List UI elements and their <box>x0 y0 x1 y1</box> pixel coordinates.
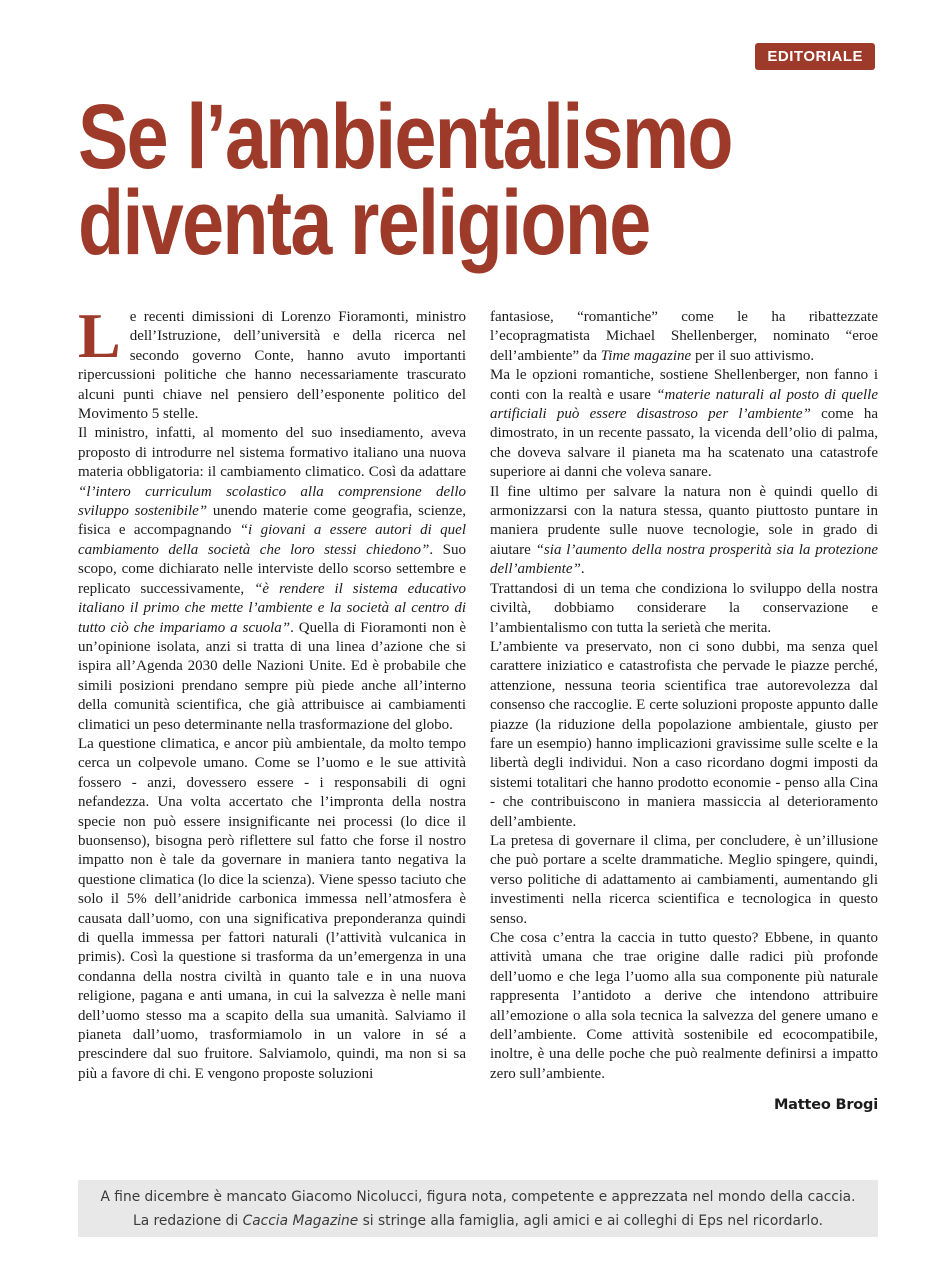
column-right <box>490 308 878 1116</box>
italic-text: “l’intero curriculum scolastico alla comprensione dello sviluppo sostenibile” <box>78 483 466 520</box>
obituary-line-1 <box>98 1185 858 1209</box>
text: e recenti dimissioni di Lorenzo Fioramonti, ministro dell’Istruzione, dell’università e della ricerca nel secondo governo Conte, hanno avuto importanti ripercussioni politiche che hanno necessariamente trascurato alcuni punti chiave nel pensiero dell’esponente politico del Movimento 5 stelle. <box>78 309 466 423</box>
text: . Quella di Fioramonti non è un’opinione isolata, anzi si tratta di una linea d’azione che si ispira all’Agenda 2030 delle Nazioni Unite. Ed è probabile che simili posizioni prendano sempre più piede anche all’interno della comunità scientifica, che già attribuisce ai cambiamenti climatici un peso determinante nella trasformazione del globo. <box>78 619 466 733</box>
text: Trattandosi di un tema che condiziona lo sviluppo della nostra civiltà, dobbiamo considerare la conservazione e l’ambientalismo con tutta la serietà che merita. <box>490 580 878 636</box>
text: per il suo attivismo. <box>691 347 815 364</box>
obituary-line-2 <box>98 1209 858 1233</box>
column-left <box>78 300 467 1116</box>
text: L’ambiente va preservato, non ci sono dubbi, ma senza quel carattere iniziatico e catastrofista che pervade le piazze perché, attenzione, nessuna teoria scientifica trae autorevolezza dal consenso che raccoglie. E certe soluzioni proposte appunto dalle piazze (la riduzione della popolazione ambientale, giusto per fare un esempio) hanno implicazioni gravissime sulle scelte e la libertà degli individui. Non a caso ricordano dogmi imposti da sistemi totalitari che hanno prodotto economie - penso alla Cina - che contribuiscono in maniera massiccia al deterioramento dell’ambiente. <box>490 638 878 830</box>
paragraph <box>490 308 878 366</box>
text: Il fine ultimo per salvare la natura non è quindi quello di armonizzarsi con la natura stessa, quanto piuttosto puntare in maniera prudente sulle nuove tecnologie, sole in grado di aiutare <box>490 483 878 558</box>
italic-text: Caccia Magazine <box>242 1212 359 1229</box>
paragraph <box>78 735 466 1084</box>
text: Il ministro, infatti, al momento del suo insediamento, aveva proposto di introdurre nel sistema formativo italiano una nuova materia obbligatoria: il cambiamento climatico. Così da adattare <box>78 425 466 481</box>
paragraph <box>490 929 878 1084</box>
italic-text: “sia l’aumento della nostra prosperità sia la protezione dell’ambiente” <box>490 541 878 578</box>
article-body <box>78 300 878 1116</box>
text: A fine dicembre è mancato Giacomo Nicolucci, figura nota, competente e apprezzata nel mondo della caccia. <box>100 1188 856 1205</box>
text: La pretesa di governare il clima, per concludere, è un’illusione che può portare a scelte drammatiche. Meglio spingere, quindi, verso politiche di adattamento ai cambiamenti, aumentando gli investimenti nella ricerca scientifica e tecnologica in questo senso. <box>490 832 878 927</box>
text: Che cosa c’entra la caccia in tutto questo? Ebbene, in quanto attività umana che trae origine dalle radici più profonde dell’uomo e che lega l’uomo alla sua componente più naturale rappresenta l’antidoto a derive che intendono attribuire all’emozione o alla sola tecnica la salvezza del genere umano e dell’ambiente. Come attività sostenibile ed ecocompatibile, inoltre, è una delle poche che può realmente definirsi a impatto zero sull’ambiente. <box>490 930 878 1082</box>
text: come ha dimostrato, in un recente passato, la vicenda dell’olio di palma, che doveva salvare il pianeta ma ha scatenato una catastrofe superiore ai danni che voleva sanare. <box>490 406 878 481</box>
italic-text: Time magazine <box>600 347 692 364</box>
title-line-1: Se l’ambientalismo <box>78 86 732 188</box>
italic-text: “i giovani a essere autori di quel cambiamento della società che loro stessi chiedono” <box>78 522 466 558</box>
text: La redazione di <box>133 1212 243 1229</box>
text: . <box>580 561 585 578</box>
paragraph <box>490 580 878 638</box>
italic-text: “materie naturali al posto di quelle artificiali può essere disastroso per l’ambiente” <box>490 386 878 423</box>
author-signature: Matteo Brogi <box>773 1097 878 1114</box>
paragraph <box>78 300 466 424</box>
editoriale-badge-label: EDITORIALE <box>767 48 863 65</box>
article-title <box>78 86 875 274</box>
drop-cap: L <box>78 300 121 371</box>
editoriale-badge <box>755 43 875 70</box>
text: . Suo scopo, come dichiarato nelle interviste dello scorso settembre e replicato successivamente, <box>78 541 467 597</box>
text: Ma le opzioni romantiche, sostiene Shellenberger, non fanno i conti con la realtà e usare <box>490 367 878 403</box>
paragraph <box>490 638 878 832</box>
text: La questione climatica, e ancor più ambientale, da molto tempo cerca un colpevole umano. Come se l’uomo e le sue attività fossero - anzi, dovessero essere - i responsabili di ogni nefandezza. Una volta accertato che l’impronta della nostra specie non può essere insignificante nei processi (lo dice il buonsenso), bisogna però riflettere sul fatto che forse il nostro impatto non è tale da governare in maniera tanto negativa la questione climatica (lo dice la scienza). Viene spesso taciuto che solo il 5% dell’anidride carbonica immessa nell’atmosfera è causata dall’uomo, con una significativa preponderanza quindi di quella immessa per fattori naturali (l’attività vulcanica in primis). Così la questione si trasforma da un’emergenza in una condanna della nostra civiltà in quanto tale e in una nuova religione, pagana e anti umana, in cui la salvezza è nelle mani dell’uomo stesso ma a scapito della sua umanità. Salviamo il pianeta dall’uomo, trasformiamolo in un valore in sé a prescindere dal suo fruitore. Salviamolo, quindi, ma non si sa più a favore di chi. E vengono proposte soluzioni <box>78 735 466 1082</box>
text: si stringe alla famiglia, agli amici e ai colleghi di Eps nel ricordarlo. <box>358 1212 823 1229</box>
paragraph <box>78 424 466 735</box>
paragraph <box>490 483 878 580</box>
obituary-box <box>78 1180 878 1237</box>
paragraph <box>490 832 878 929</box>
paragraph <box>490 366 878 482</box>
title-line-2: diventa religione <box>78 172 650 274</box>
text: fantasiose, “romantiche” come le ha ribattezzate l’ecopragmatista Michael Shellenberger, nominato “eroe dell’ambiente” da <box>490 309 878 364</box>
text: unendo materie come geografia, scienze, fisica e accompagnando <box>78 503 466 539</box>
italic-text: “è rendere il sistema educativo italiano il primo che mette l’ambiente e la società al centro di tutto ciò che impariamo a scuola” <box>78 580 466 636</box>
